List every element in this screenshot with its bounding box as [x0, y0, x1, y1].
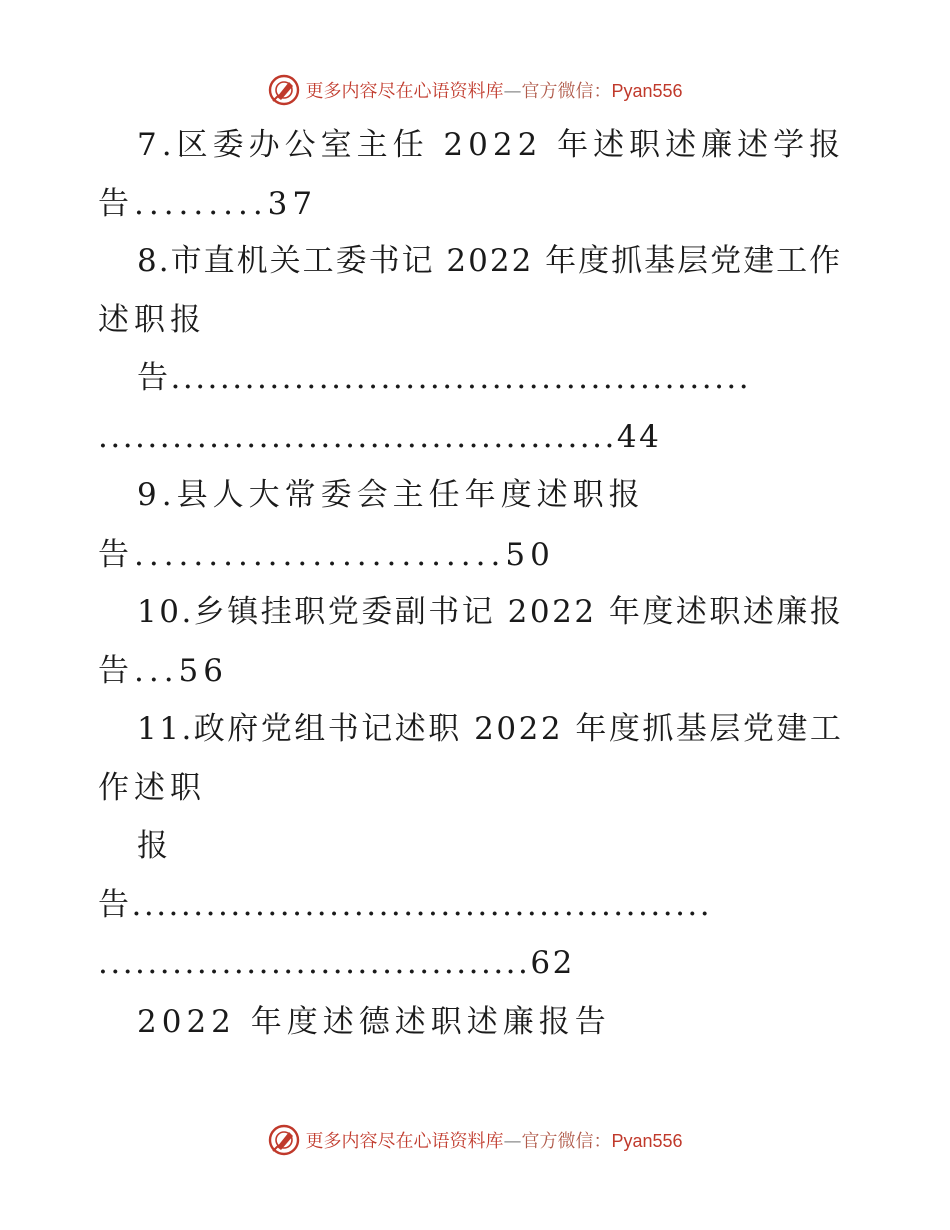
watermark-separator: — [503, 1131, 522, 1152]
section-heading: 2022 年度述德述职述廉报告 [137, 1004, 611, 1040]
watermark-wechat-id: Pyan556 [611, 1131, 683, 1151]
watermark-official-label: 官方微信： [521, 1131, 612, 1152]
watermark-site-text: 更多内容尽在心语资料库 [305, 1131, 504, 1152]
toc-entry-9-page[interactable]: 告.........................50 [98, 537, 555, 573]
pen-nib-logo-icon [267, 1123, 301, 1157]
toc-entry-9[interactable]: 9.县人大常委会主任年度述职报 [137, 477, 645, 513]
toc-entry-11-leader[interactable]: 告............................................... [98, 887, 713, 923]
toc-entry-11[interactable]: 11.政府党组书记述职 2022 年度抓基层党建工 [137, 711, 844, 747]
header-watermark [0, 70, 950, 110]
toc-entry-7[interactable]: 7.区委办公室主任 2022 年述职述廉述学报 [137, 127, 846, 163]
watermark-separator: — [503, 81, 522, 102]
toc-entry-11-cont[interactable]: 作述职 [98, 770, 206, 806]
toc-entry-8-page[interactable]: ..........................................44 [98, 419, 662, 455]
watermark-site-text: 更多内容尽在心语资料库 [305, 81, 504, 102]
toc-entry-11-page[interactable]: ...................................62 [98, 945, 575, 981]
toc-entry-10[interactable]: 10.乡镇挂职党委副书记 2022 年度述职述廉报 [137, 594, 844, 630]
toc-entry-10-page[interactable]: 告...56 [98, 653, 229, 689]
toc-entry-8[interactable]: 8.市直机关工委书记 2022 年度抓基层党建工作 [137, 243, 843, 279]
toc-entry-11-cont2[interactable]: 报 [137, 828, 173, 864]
pen-nib-logo-icon [267, 73, 301, 107]
footer-watermark [0, 1120, 950, 1160]
watermark-wechat-id: Pyan556 [611, 81, 683, 101]
toc-entry-7-page[interactable]: 告.........37 [98, 186, 318, 222]
toc-entry-8-cont[interactable]: 述职报 [98, 302, 206, 338]
toc-entry-8-leader[interactable]: 告............................................... [137, 360, 752, 396]
watermark-official-label: 官方微信： [521, 81, 612, 102]
